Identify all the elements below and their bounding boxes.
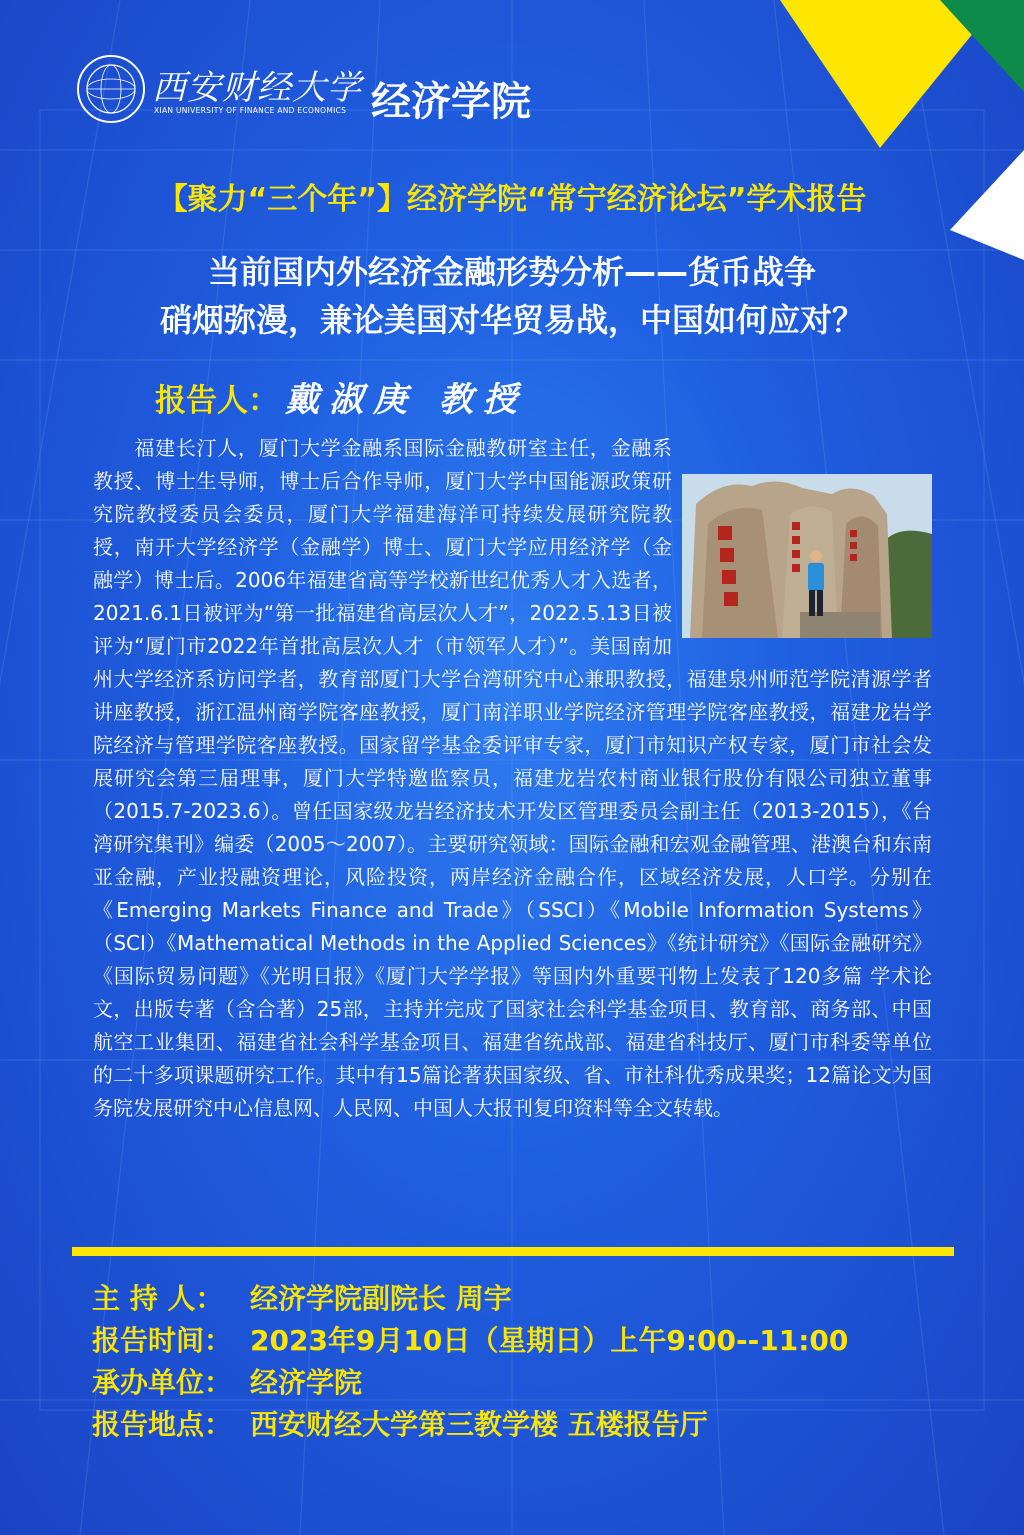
university-name-english: XIAN UNIVERSITY OF FINANCE AND ECONOMICS <box>154 106 347 115</box>
speaker-bio <box>93 432 932 1125</box>
speaker-photo <box>682 474 932 638</box>
time-value: 2023年9月10日（星期日）上午9:00--11:00 <box>250 1324 849 1357</box>
time-label: 报告时间： <box>92 1324 233 1357</box>
host-value: 经济学院副院长 周宇 <box>250 1282 512 1315</box>
time-row <box>92 1320 848 1362</box>
divider <box>72 1247 954 1256</box>
speaker-line <box>155 372 527 421</box>
venue-label: 报告地点： <box>92 1408 233 1441</box>
venue-value: 西安财经大学第三教学楼 五楼报告厅 <box>250 1408 708 1441</box>
speaker-label: 报告人： <box>155 383 279 419</box>
speaker-bio-text: 福建长汀人，厦门大学金融系国际金融教研室主任，金融系教授、博士生导师，博士后合作导师，厦门大学中国能源政策研究院教授委员会委员，厦门大学福建海洋可持续发展研究院教授，南开大学经济学（金融学）博士、厦门大学应用经济学（金融学）博士后。2006年福建省高等学校新世纪优秀人才入选者，2021.6.1日被评为“第一批福建省高层次人才”，2022.5.13日被评为“厦门市2022年首批高层次人才（市领军人才）”。美国南加州大学经济系访问学者，教育部厦门大学台湾研究中心兼职教授，福建泉州师范学院清源学者讲座教授，浙江温州商学院客座教授，厦门南洋职业学院经济管理学院客座教授，福建龙岩学院经济与管理学院客座教授。国家留学基金委评审专家，厦门市知识产权专家，厦门市社会发展研究会第三届理事，厦门大学特邀监察员，福建龙岩农村商业银行股份有限公司独立董事（2015.7-2023.6）。曾任国家级龙岩经济技术开发区管理委员会副主任（2013-2015），《台湾研究集刊》编委（2005～2007）。主要研究领域：国际金融和宏观金融管理、港澳台和东南亚金融，产业投融资理论，风险投资，两岸经济金融合作，区域经济发展，人口学。分别在《Emerging Markets Finance and Trade》（SSCI）《Mobile Information Systems》（SCI）《Mathematical Methods in the Applied Sciences》《统计研究》《国际金融研究》《国际贸易问题》《光明日报》《厦门大学学报》等国内外重要刊物上发表了120多篇 学术论文，出版专著（含合著）25部，主持并完成了国家社会科学基金项目、教育部、商务部、中国航空工业集团、福建省社会科学基金项目、福建省统战部、福建省科技厅、厦门市科委等单位的二十多项课题研究工作。其中有15篇论著获国家级、省、市社科优秀成果奖；12篇论文为国务院发展研究中心信息网、人民网、中国人大报刊复印资料等全文转载。 <box>93 436 932 1120</box>
organizer-value: 经济学院 <box>250 1366 363 1399</box>
university-name: 西安财经大学 <box>152 68 362 108</box>
report-title-line-1: 当前国内外经济金融形势分析——货币战争 <box>207 253 816 291</box>
organizer-row <box>92 1362 848 1404</box>
university-seal-icon <box>76 54 146 124</box>
venue-row <box>92 1404 848 1446</box>
event-info <box>92 1278 848 1446</box>
report-title <box>0 248 1024 344</box>
college-name: 经济学院 <box>371 79 531 125</box>
host-row <box>92 1278 848 1320</box>
organizer-label: 承办单位： <box>92 1366 233 1399</box>
series-title: 【聚力“三个年”】经济学院“常宁经济论坛”学术报告 <box>157 182 867 217</box>
speaker-name: 戴淑庚 教授 <box>285 380 527 420</box>
host-label: 主 持 人： <box>92 1282 224 1315</box>
report-title-line-2: 硝烟弥漫，兼论美国对华贸易战，中国如何应对？ <box>159 301 864 339</box>
